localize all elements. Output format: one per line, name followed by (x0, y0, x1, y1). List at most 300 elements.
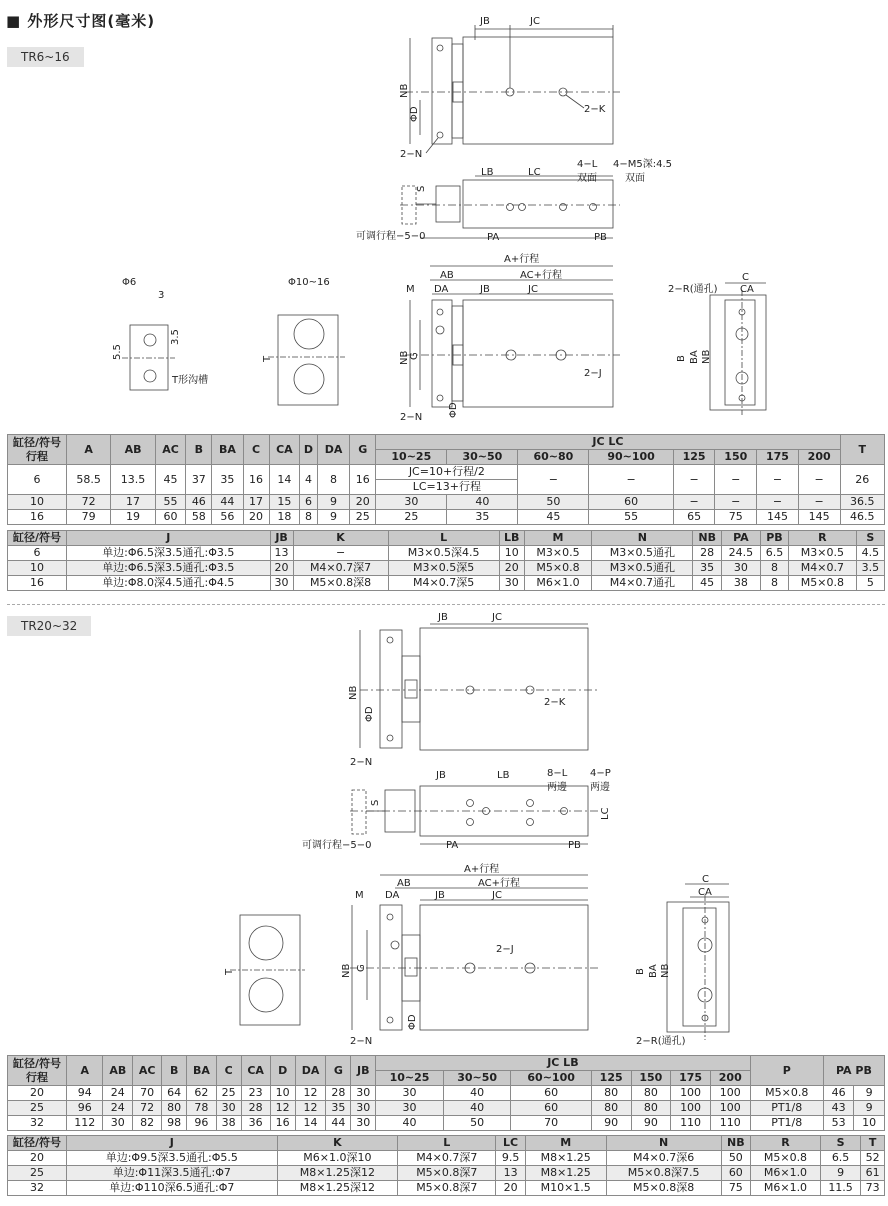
label-adjustable-stroke: 可调行程−5−0 (356, 231, 426, 242)
table-cell: M4×0.7深7 (293, 561, 388, 576)
table-header-cell: 60~80 (518, 450, 589, 465)
table-header-cell: C (216, 1056, 241, 1086)
table-cell: − (518, 465, 589, 495)
label-nb: NB (399, 83, 410, 98)
table-cell: 52 (861, 1151, 885, 1166)
table-cell: 53 (823, 1116, 854, 1131)
table-cell: 145 (798, 510, 840, 525)
table-header-cell: 10~25 (376, 450, 447, 465)
table-cell: 23 (241, 1086, 270, 1101)
label-t-2: T (224, 968, 235, 975)
spec-table-tr20-32-b (7, 1135, 885, 1196)
table-cell: 46 (823, 1086, 854, 1101)
table-cell: 80 (631, 1101, 671, 1116)
label-s-2: S (370, 799, 381, 806)
table-cell: M3×0.5通孔 (592, 561, 693, 576)
table-cell: 96 (67, 1101, 103, 1116)
table-cell: 110 (671, 1116, 711, 1131)
label-jb: JB (480, 16, 490, 27)
table-cell: 10 (854, 1116, 885, 1131)
table-cell: 单边:Φ110深6.5通孔:Φ7 (67, 1181, 278, 1196)
table-cell: 30 (499, 576, 524, 591)
table-cell: 70 (133, 1086, 162, 1101)
table-cell: − (798, 495, 840, 510)
table-header-cell: 175 (757, 450, 799, 465)
table-cell: 12 (270, 1101, 295, 1116)
label-phi10-16: Φ10~16 (288, 277, 330, 288)
table-cell: PT1/8 (750, 1101, 823, 1116)
table-cell: M5×0.8深8 (293, 576, 388, 591)
table-header-cell: 200 (798, 450, 840, 465)
table-cell: 36 (241, 1116, 270, 1131)
label-2r: 2−R(通孔) (668, 284, 718, 295)
table-header-cell: AB (111, 435, 155, 465)
table-cell: 62 (187, 1086, 217, 1101)
table-header-cell: G (326, 1056, 351, 1086)
table-cell: 单边:Φ11深3.5通孔:Φ7 (67, 1166, 278, 1181)
table-cell: M3×0.5 (524, 546, 592, 561)
table-cell: 30 (270, 576, 293, 591)
table-cell: 8 (760, 561, 788, 576)
section-divider (7, 604, 885, 605)
table-cell: 32 (8, 1116, 67, 1131)
label-t: T (262, 355, 273, 362)
table-cell: 8 (760, 576, 788, 591)
table-header-cell: 缸径/符号 行程 (8, 1056, 67, 1086)
label-phid-4: ΦD (407, 1014, 418, 1030)
label-phid: ΦD (409, 106, 420, 122)
table-header-cell: 10~25 (376, 1071, 444, 1086)
table-header-cell: R (789, 531, 857, 546)
table-header-cell: AC (155, 435, 186, 465)
table-cell: M10×1.5 (525, 1181, 606, 1196)
table-header-cell: JB (270, 531, 293, 546)
table-header-cell: DA (317, 435, 349, 465)
table-cell: 25 (8, 1101, 67, 1116)
label-nb-2: NB (399, 350, 410, 365)
table-header-cell: LB (499, 531, 524, 546)
label-shuangmian-1: 双面 (577, 173, 597, 184)
table-cell: M4×0.7深6 (606, 1151, 721, 1166)
table-cell: 35 (693, 561, 721, 576)
table-cell: 75 (721, 1181, 750, 1196)
tr20-side-view (350, 786, 600, 844)
table-cell: M3×0.5通孔 (592, 546, 693, 561)
label-2j: 2−J (584, 368, 602, 379)
table-header-cell: JC LB (376, 1056, 750, 1071)
table-cell: 65 (673, 510, 715, 525)
table-cell: 4.5 (856, 546, 884, 561)
table-header-cell: 150 (715, 450, 757, 465)
table-header-cell: 90~100 (589, 450, 673, 465)
table-cell: 12 (295, 1086, 326, 1101)
tr6-phi10-detail (268, 315, 345, 405)
table-cell: 60 (589, 495, 673, 510)
table-cell: M8×1.25深12 (277, 1181, 397, 1196)
tr20-end-view (667, 884, 729, 1040)
table-header-cell: D (270, 1056, 295, 1086)
table-header-cell: JC LC (376, 435, 840, 450)
table-cell: 4 (300, 465, 318, 495)
label-2n-3: 2−N (350, 757, 373, 768)
label-c-2: C (702, 874, 709, 885)
table-cell: 16 (243, 465, 269, 495)
table-cell: 28 (693, 546, 721, 561)
label-nb-6: NB (660, 963, 671, 978)
table-cell: 8 (317, 465, 349, 495)
table-header-cell: 缸径/符号 (8, 1136, 67, 1151)
label-phid-3: ΦD (364, 706, 375, 722)
table-cell: 单边:Φ9.5深3.5通孔:Φ5.5 (67, 1151, 278, 1166)
label-adjustable-stroke-2: 可调行程−5−0 (302, 840, 372, 851)
table-header-cell: 150 (631, 1071, 671, 1086)
table-cell: M5×0.8 (789, 576, 857, 591)
label-jc-3: JC (492, 612, 502, 623)
table-cell: − (673, 495, 715, 510)
table-header-cell: J (67, 1136, 278, 1151)
table-cell: 55 (589, 510, 673, 525)
table-header-cell: BA (187, 1056, 217, 1086)
label-c: C (742, 272, 749, 283)
table-cell: 20 (8, 1086, 67, 1101)
table-cell: 55 (155, 495, 186, 510)
table-cell: 16 (8, 576, 67, 591)
table-cell: 单边:Φ6.5深3.5通孔:Φ3.5 (67, 546, 271, 561)
table-cell: − (757, 495, 799, 510)
table-cell: 61 (861, 1166, 885, 1181)
table-cell: 6.5 (820, 1151, 860, 1166)
label-2k: 2−K (584, 104, 606, 115)
label-2n-2: 2−N (400, 412, 423, 423)
label-ab: AB (440, 270, 454, 281)
table-cell: 44 (212, 495, 243, 510)
table-cell: 44 (326, 1116, 351, 1131)
table-cell: 100 (671, 1086, 711, 1101)
table-cell: 30 (376, 1086, 444, 1101)
label-pa-2: PA (446, 840, 459, 851)
table-cell: 20 (270, 561, 293, 576)
table-cell: 60 (721, 1166, 750, 1181)
label-2n-4: 2−N (350, 1036, 373, 1047)
table-cell: 30 (721, 561, 760, 576)
spec-table-tr20-32-a (7, 1055, 885, 1131)
table-header-cell: 30~50 (447, 450, 518, 465)
table-cell: 24 (103, 1086, 133, 1101)
table-cell: M5×0.8深8 (606, 1181, 721, 1196)
table-cell: 46.5 (840, 510, 885, 525)
table-cell: 30 (216, 1101, 241, 1116)
table-cell: 80 (591, 1086, 631, 1101)
table-cell: 16 (270, 1116, 295, 1131)
table-cell: 58 (186, 510, 212, 525)
tr6-end-view (710, 283, 766, 415)
table-cell: 20 (350, 495, 376, 510)
table-cell: 73 (861, 1181, 885, 1196)
table-cell: 9 (317, 510, 349, 525)
table-cell: M3×0.5 (789, 546, 857, 561)
table-cell: M5×0.8 (751, 1151, 821, 1166)
table-cell: 13.5 (111, 465, 155, 495)
table-header-cell: AB (103, 1056, 133, 1086)
table-header-cell: N (592, 531, 693, 546)
table-header-cell: PA PB (823, 1056, 884, 1086)
table-cell: 5 (856, 576, 884, 591)
table-cell: M6×1.0 (751, 1166, 821, 1181)
table-cell: 100 (710, 1101, 750, 1116)
table-cell: − (293, 546, 388, 561)
table-cell: 30 (103, 1116, 133, 1131)
table-cell: 9 (317, 495, 349, 510)
table-cell: 78 (187, 1101, 217, 1116)
label-da: DA (434, 284, 449, 295)
table-cell: M8×1.25 (525, 1166, 606, 1181)
label-nb-5: NB (341, 963, 352, 978)
section-tag-tr6-16: TR6~16 (7, 47, 84, 67)
table-header-cell: 缸径/符号 (8, 531, 67, 546)
table-cell: 16 (350, 465, 376, 495)
table-cell: 6 (8, 465, 67, 495)
label-m: M (406, 284, 415, 295)
label-b: B (676, 355, 687, 362)
table-cell: M6×1.0 (751, 1181, 821, 1196)
table-cell: 16 (8, 510, 67, 525)
table-header-cell: D (300, 435, 318, 465)
table-header-cell: L (388, 531, 499, 546)
tr20-t-detail (230, 915, 305, 1025)
label-g-2: G (356, 964, 367, 972)
table-cell: LC=13+行程 (376, 480, 518, 495)
table-cell: 18 (269, 510, 300, 525)
label-nb-4: NB (348, 685, 359, 700)
table-cell: 25 (350, 510, 376, 525)
label-a-stroke-2: A+行程 (464, 864, 500, 875)
table-cell: 32 (8, 1181, 67, 1196)
table-header-cell: K (293, 531, 388, 546)
table-cell: 12 (295, 1101, 326, 1116)
table-cell: M8×1.25 (525, 1151, 606, 1166)
spec-table-tr6-16-a (7, 434, 885, 525)
label-pb-2: PB (568, 840, 581, 851)
table-cell: 50 (443, 1116, 511, 1131)
table-cell: 10 (8, 495, 67, 510)
table-cell: 82 (133, 1116, 162, 1131)
table-cell: 30 (351, 1116, 376, 1131)
label-jb-5: JB (435, 890, 445, 901)
table-cell: 8 (300, 510, 318, 525)
table-header-cell: AC (133, 1056, 162, 1086)
label-ac-stroke: AC+行程 (520, 270, 563, 281)
table-cell: M8×1.25深12 (277, 1166, 397, 1181)
label-da-2: DA (385, 890, 400, 901)
table-cell: 9.5 (496, 1151, 525, 1166)
table-header-cell: M (525, 1136, 606, 1151)
table-cell: 17 (243, 495, 269, 510)
table-cell: M3×0.5深4.5 (388, 546, 499, 561)
table-cell: 36.5 (840, 495, 885, 510)
table-header-cell: BA (212, 435, 243, 465)
table-cell: 50 (721, 1151, 750, 1166)
table-header-cell: 30~50 (443, 1071, 511, 1086)
table-cell: 40 (376, 1116, 444, 1131)
table-header-cell: 125 (673, 450, 715, 465)
table-cell: 98 (162, 1116, 187, 1131)
table-cell: 17 (111, 495, 155, 510)
table-cell: 37 (186, 465, 212, 495)
label-ac-stroke-2: AC+行程 (478, 878, 521, 889)
table-cell: 24 (103, 1101, 133, 1116)
table-cell: 43 (823, 1101, 854, 1116)
label-jc: JC (530, 16, 540, 27)
table-header-cell: DA (295, 1056, 326, 1086)
table-cell: 9 (854, 1101, 885, 1116)
table-cell: 15 (269, 495, 300, 510)
section-tag-tr20-32: TR20~32 (7, 616, 91, 636)
table-cell: M3×0.5深5 (388, 561, 499, 576)
label-5-5: 5.5 (112, 344, 123, 360)
table-header-cell: N (606, 1136, 721, 1151)
table-header-cell: NB (721, 1136, 750, 1151)
table-cell: 24.5 (721, 546, 760, 561)
label-jc-4: JC (492, 890, 502, 901)
table-cell: 25 (8, 1166, 67, 1181)
label-ba-2: BA (648, 964, 659, 978)
table-cell: 70 (511, 1116, 591, 1131)
table-header-cell: R (751, 1136, 821, 1151)
table-cell: 40 (443, 1086, 511, 1101)
label-lc-2: LC (600, 807, 611, 820)
table-cell: 64 (162, 1086, 187, 1101)
table-cell: 35 (447, 510, 518, 525)
table-cell: 79 (67, 510, 111, 525)
label-phid-2: ΦD (448, 402, 459, 418)
table-cell: 10 (270, 1086, 295, 1101)
table-cell: 45 (155, 465, 186, 495)
label-4m5: 4−M5深:4.5 (613, 159, 673, 170)
table-cell: 38 (216, 1116, 241, 1131)
label-2j-2: 2−J (496, 944, 514, 955)
label-ca-2: CA (698, 887, 712, 898)
table-cell: 72 (67, 495, 111, 510)
table-cell: 100 (710, 1086, 750, 1101)
table-cell: 30 (376, 1101, 444, 1116)
table-cell: 45 (518, 510, 589, 525)
table-cell: M6×1.0深10 (277, 1151, 397, 1166)
table-cell: 11.5 (820, 1181, 860, 1196)
table-cell: 6 (8, 546, 67, 561)
label-liangmian-1: 两邊 (547, 782, 567, 793)
table-header-cell: PB (760, 531, 788, 546)
table-header-cell: M (524, 531, 592, 546)
label-lc: LC (528, 167, 541, 178)
table-cell: 46 (186, 495, 212, 510)
table-cell: 80 (591, 1101, 631, 1116)
table-cell: 单边:Φ6.5深3.5通孔:Φ3.5 (67, 561, 271, 576)
table-header-cell: A (67, 435, 111, 465)
label-4l: 4−L (577, 159, 598, 170)
table-cell: 6 (300, 495, 318, 510)
label-ca: CA (740, 284, 754, 295)
table-header-cell: 125 (591, 1071, 631, 1086)
table-cell: 30 (376, 495, 447, 510)
table-cell: 96 (187, 1116, 217, 1131)
table-cell: 80 (162, 1101, 187, 1116)
table-cell: 10 (8, 561, 67, 576)
table-cell: 13 (270, 546, 293, 561)
table-cell: JC=10+行程/2 (376, 465, 518, 480)
table-cell: M4×0.7深5 (388, 576, 499, 591)
label-pa: PA (487, 232, 500, 243)
table-cell: 28 (326, 1086, 351, 1101)
table-cell: 72 (133, 1101, 162, 1116)
table-header-cell: 175 (671, 1071, 711, 1086)
table-cell: − (798, 465, 840, 495)
table-header-cell: A (67, 1056, 103, 1086)
table-cell: 100 (671, 1101, 711, 1116)
table-cell: 30 (351, 1086, 376, 1101)
table-header-cell: NB (693, 531, 721, 546)
table-header-cell: S (856, 531, 884, 546)
table-cell: M4×0.7 (789, 561, 857, 576)
table-cell: M4×0.7深7 (398, 1151, 496, 1166)
table-header-cell: J (67, 531, 271, 546)
table-cell: 110 (710, 1116, 750, 1131)
tr20-top-view (360, 624, 600, 750)
page-title: ■ 外形尺寸图(毫米) (6, 12, 156, 30)
table-cell: M6×1.0 (524, 576, 592, 591)
spec-table-tr6-16-b (7, 530, 885, 591)
label-a-stroke: A+行程 (504, 254, 540, 265)
label-2k-2: 2−K (544, 697, 566, 708)
table-cell: M5×0.8深7 (398, 1166, 496, 1181)
label-ba: BA (689, 350, 700, 364)
label-jb-4: JB (436, 770, 446, 781)
table-cell: 40 (447, 495, 518, 510)
table-cell: 58.5 (67, 465, 111, 495)
table-cell: 35 (212, 465, 243, 495)
label-8l: 8−L (547, 768, 568, 779)
table-header-cell: 200 (710, 1071, 750, 1086)
table-cell: 14 (269, 465, 300, 495)
label-jc-2: JC (528, 284, 538, 295)
table-header-cell: C (243, 435, 269, 465)
table-header-cell: S (820, 1136, 860, 1151)
table-header-cell: P (750, 1056, 823, 1086)
table-cell: 20 (499, 561, 524, 576)
table-header-cell: T (861, 1136, 885, 1151)
table-cell: PT1/8 (750, 1116, 823, 1131)
label-liangmian-2: 两邊 (590, 782, 610, 793)
table-cell: 3.5 (856, 561, 884, 576)
label-g: G (409, 352, 420, 360)
table-cell: 25 (376, 510, 447, 525)
table-cell: − (715, 495, 757, 510)
table-cell: M5×0.8 (524, 561, 592, 576)
label-jb-3: JB (438, 612, 448, 623)
table-header-cell: L (398, 1136, 496, 1151)
table-header-cell: JB (351, 1056, 376, 1086)
label-shuangmian-2: 双面 (625, 173, 645, 184)
table-cell: 25 (216, 1086, 241, 1101)
table-cell: 60 (155, 510, 186, 525)
table-cell: 75 (715, 510, 757, 525)
table-cell: 60 (511, 1101, 591, 1116)
table-cell: M5×0.8深7.5 (606, 1166, 721, 1181)
table-header-cell: CA (241, 1056, 270, 1086)
table-cell: 20 (243, 510, 269, 525)
label-4p: 4−P (590, 768, 611, 779)
label-3-5: 3.5 (170, 329, 181, 345)
table-cell: 20 (496, 1181, 525, 1196)
